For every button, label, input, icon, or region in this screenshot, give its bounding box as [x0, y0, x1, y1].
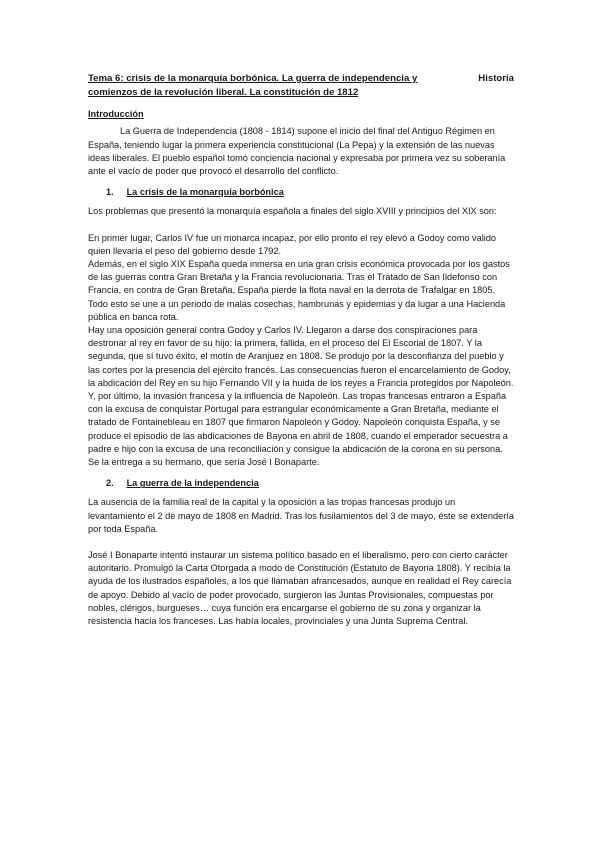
section-1-title: La crisis de la monarquía borbónica	[126, 187, 284, 198]
section-2-paragraph: La ausencia de la familia real de la capital y la oposición a las tropas francesas produjo un levantamiento el 2 de mayo de 1808 en Madrid. Tras los fusilamientos del 3 de mayo, éste se extendería por toda España.	[88, 497, 514, 534]
document-header	[88, 72, 514, 99]
section-1-lead: Los problemas que presentó la monarquía española a finales del siglo XVIII y principios del XIX son:	[88, 206, 497, 217]
section-1-heading	[88, 186, 514, 199]
section-2-heading	[88, 477, 514, 490]
section-1-paragraph: En primer lugar, Carlos IV fue un monarca incapaz, por ello pronto el rey elevó a Godoy como valido quien llevaría el peso del gobierno desde 1792.	[88, 232, 497, 256]
section-2-title: La guerra de la independencia	[126, 478, 259, 489]
subject-label: Historia	[478, 73, 514, 84]
section-1-paragraph: Además, en el siglo XIX España queda inmersa en una gran crisis económica provocada por los gastos de las guerras contra Gran Bretaña y la Francia revolucionaria. Tras el Tratado de San Ildefonso con Francia, en contra de Gran Bretaña, España pierde la flota naval en la derrota de Trafalgar en 1805. Todo esto se une a un periodo de malas cosechas, hambrunas y epidemias y da lugar a una Hacienda pública en banca rota.	[88, 259, 510, 322]
intro-heading: Introducción	[88, 109, 144, 120]
section-1-paragraph: Y, por último, la invasión francesa y la influencia de Napoleón. Las tropas francesas entraron a España con la excusa de conquistar Portugal para estrangular económicamente a Gran Bretaña, mediante el tratado de Fontainebleau en 1807 que firmaron Napoleón y Godoy. Napoleón conquista España, y se produce el episodio de las abdicaciones de Bayona en abril de 1808, cuando el emperador secuestra a padre e hijo con la excusa de una reconciliación y consigue la abdicación de la corona en su persona. Se la entrega a su hermano, que sería José I Bonaparte.	[88, 391, 508, 468]
section-2-number: 2.	[106, 478, 114, 489]
intro-paragraph: La Guerra de Independencia (1808 - 1814) supone el inicio del final del Antiguo Régimen en España, teniendo lugar la primera experiencia constitucional (La Pepa) y la extensión de las nuevas ideas liberales. El pueblo español tomó conciencia nacional y expresaba por primera vez su soberanía ante el vacío de poder que provocó el desarrollo del conflicto.	[88, 126, 506, 176]
document-title: Tema 6: crisis de la monarquía borbónica. La guerra de independencia y comienzos de la revolución liberal. La constitución de 1812	[88, 73, 418, 98]
section-2-paragraph: José I Bonaparte intentó instaurar un sistema político basado en el liberalismo, pero con cierto carácter autoritario. Promulgó la Carta Otorgada a modo de Constitución (Estatuto de Bayona 1808). Y recibía la ayuda de los ilustrados españoles, a los que llamaban afrancesados, aunque en realidad el Rey carecía de apoyo. Debido al vacío de poder provocado, surgieron las Juntas Provisionales, compuestas por nobles, clérigos, burgueses… cuya función era encargarse el gobierno de su zona y organizar la resistencia hacia los franceses. Las había locales, provinciales y una Junta Suprema Central.	[88, 550, 512, 627]
section-1-paragraph: Hay una oposición general contra Godoy y Carlos IV. Llegaron a darse dos conspiraciones para destronar al rey en favor de su hijo: la primera, fallida, en el proceso del El Escorial de 1807. Y la segunda, que sí tuvo éxito, el motín de Aranjuez en 1808. Se produjo por la desconfianza del pueblo y las cortes por la presencia del ejército francés. Las consecuencias fueron el encarcelamiento de Godoy, la abdicación del Rey en su hijo Fernando VII y la huida de los reyes a Francia protegidos por Napoleón.	[88, 325, 514, 388]
section-1-number: 1.	[106, 187, 114, 198]
